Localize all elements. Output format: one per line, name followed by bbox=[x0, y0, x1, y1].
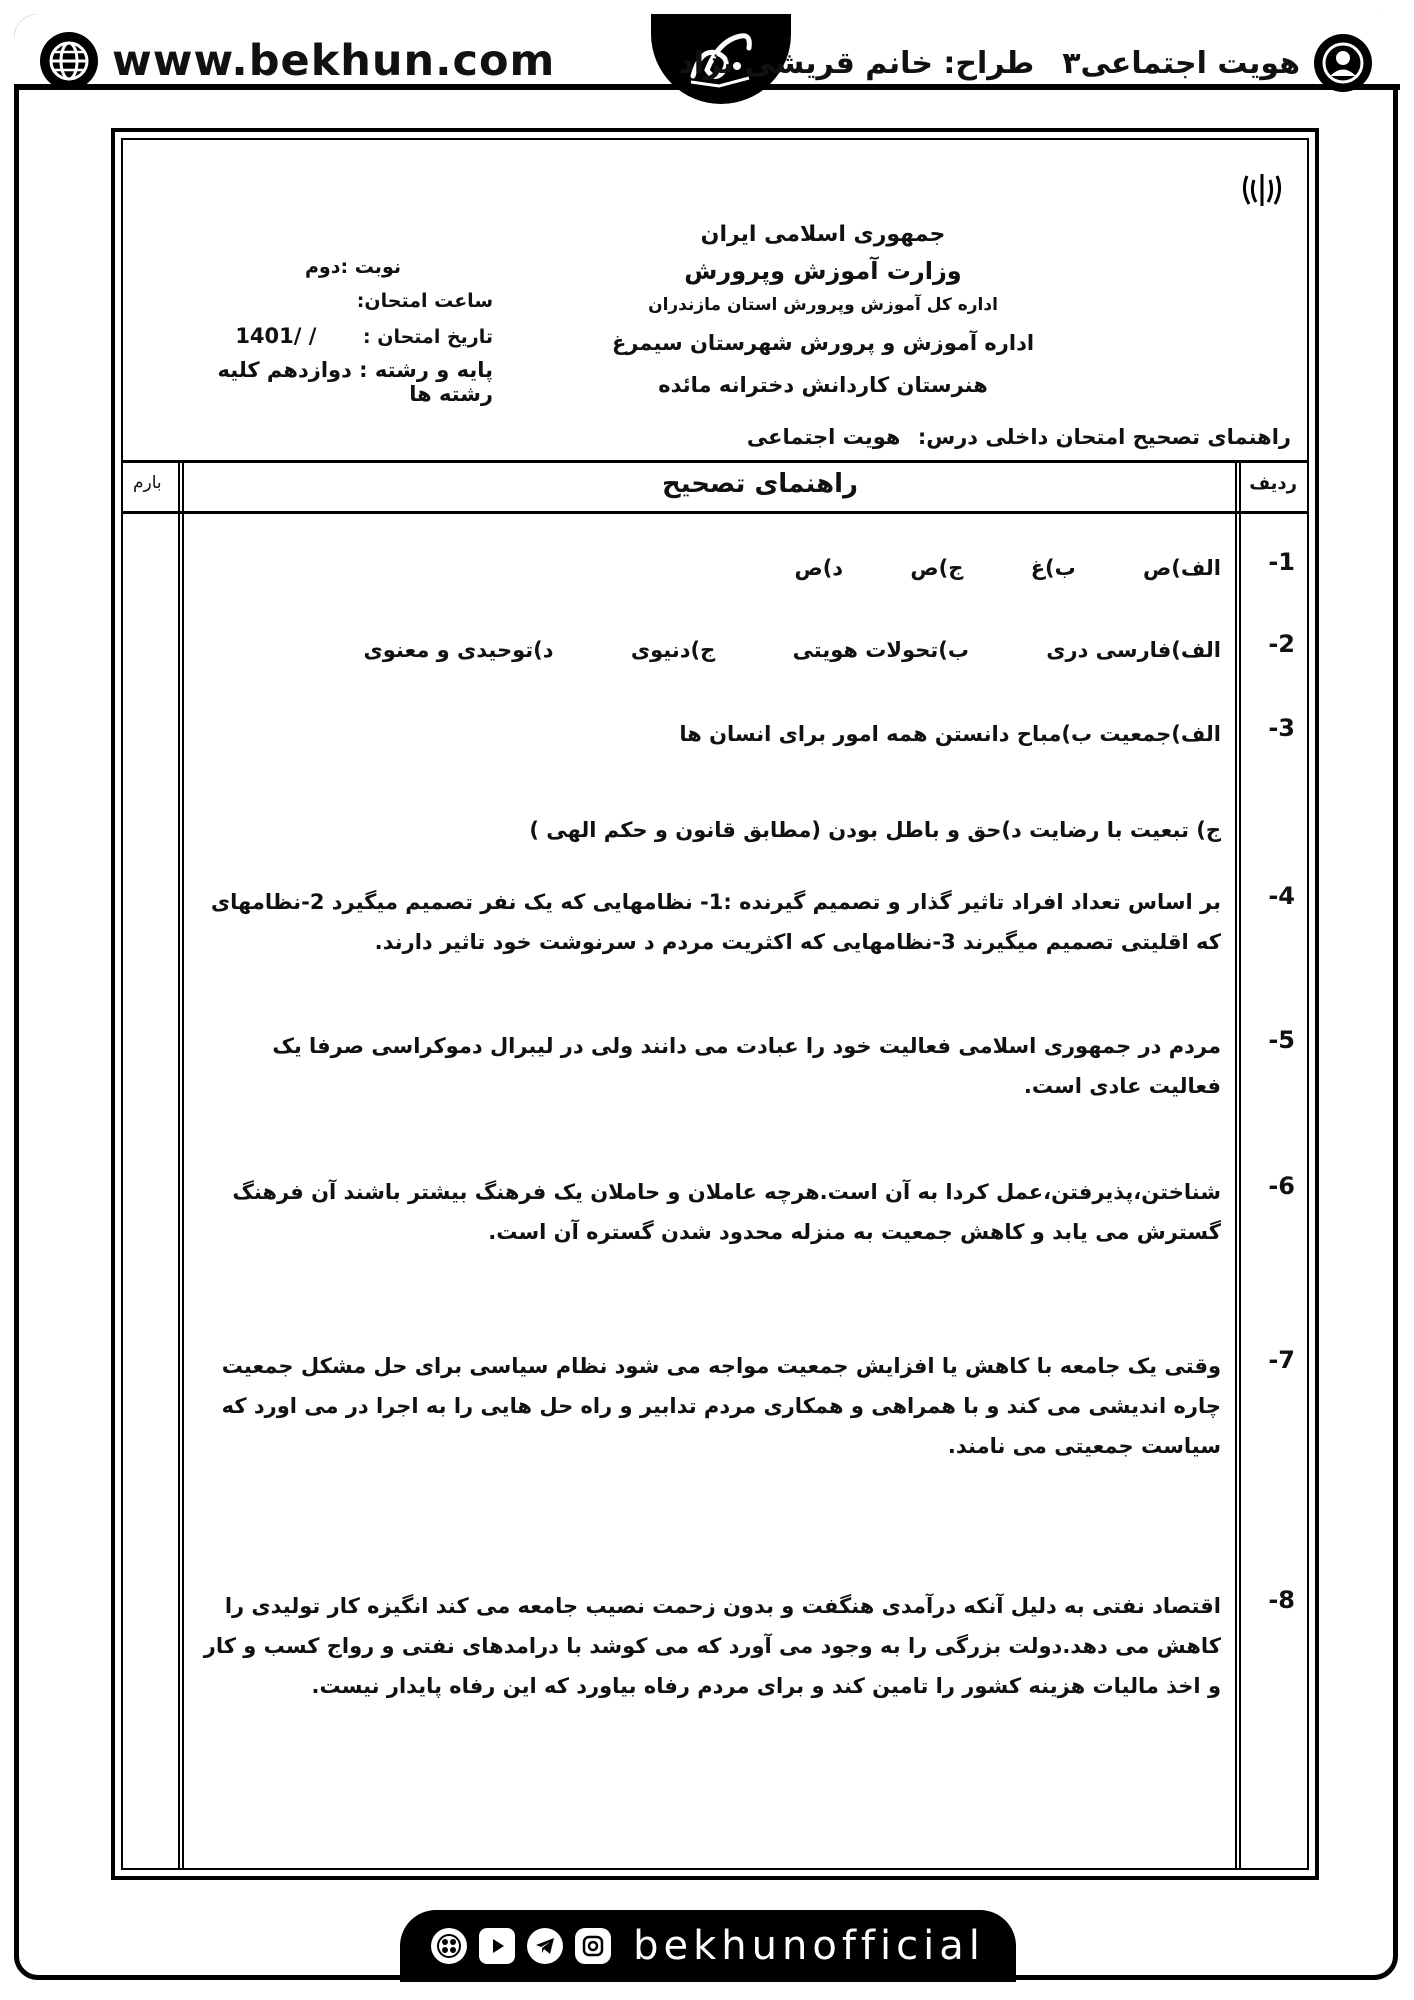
telegram-icon[interactable] bbox=[527, 1928, 563, 1964]
answer-body bbox=[193, 630, 1235, 670]
guide-label: راهنمای تصحیح امتحان داخلی درس: bbox=[917, 425, 1291, 449]
exam-sheet-inner bbox=[121, 138, 1309, 1870]
user-icon bbox=[1314, 34, 1372, 92]
answer-row bbox=[193, 1586, 1295, 1706]
exam-date-value: / /1401 bbox=[235, 324, 317, 348]
answer-number: 5- bbox=[1268, 1026, 1295, 1054]
subject-info bbox=[678, 34, 1372, 92]
republic-line: جمهوری اسلامی ایران bbox=[700, 222, 946, 247]
answer-option: الف)فارسی دری bbox=[1046, 638, 1221, 662]
guide-line bbox=[747, 425, 1291, 449]
guide-subject: هویت اجتماعی bbox=[746, 425, 901, 449]
exam-date-row bbox=[163, 324, 493, 358]
province-office-line: اداره کل آموزش وپرورش استان مازندران bbox=[648, 295, 998, 315]
exam-header-center bbox=[543, 222, 1103, 397]
answer-number: 3- bbox=[1268, 714, 1295, 742]
subject-title: هویت اجتماعی۳ bbox=[1062, 45, 1300, 81]
site-link[interactable] bbox=[40, 32, 555, 90]
answer-row bbox=[193, 1346, 1295, 1466]
session-label: نوبت :دوم bbox=[305, 256, 401, 278]
top-header-bar bbox=[14, 14, 1400, 90]
city-office-line: اداره آموزش و پرورش شهرستان سیمرغ bbox=[611, 331, 1035, 355]
designer-name: طراح: خانم قریشی نژاد bbox=[678, 45, 1035, 81]
site-url[interactable]: www.bekhun.com bbox=[112, 36, 556, 86]
answer-number: 1- bbox=[1268, 548, 1295, 576]
column-title: راهنمای تصحیح bbox=[661, 469, 859, 499]
answers-area bbox=[193, 508, 1295, 1868]
answer-line: ج) تبعیت با رضایت د)حق و باطل بودن (مطابق قانون و حکم الهی ) bbox=[529, 818, 1221, 842]
radif-column-divider bbox=[1235, 460, 1241, 1868]
answer-number: 4- bbox=[1268, 882, 1295, 910]
answer-row bbox=[193, 630, 1295, 670]
answer-row bbox=[193, 548, 1295, 588]
answer-body: وقتی یک جامعه با کاهش یا افزایش جمعیت مواجه می شود نظام سیاسی برای حل مشکل جمعیت چاره اندیشی می کند و با همراهی و همکاری مردم تدابیر و راه حل هایی را به اجرا در می اورد که سیاست جمعیتی می نامند. bbox=[221, 1354, 1221, 1458]
barem-column-divider bbox=[178, 460, 184, 1868]
answer-body bbox=[193, 714, 1235, 850]
answer-number: 2- bbox=[1268, 630, 1295, 658]
globe-icon bbox=[40, 32, 98, 90]
answer-option: د)توحیدی و معنوی bbox=[363, 638, 554, 662]
youtube-icon[interactable] bbox=[479, 1928, 515, 1964]
answer-body: مردم در جمهوری اسلامی فعالیت خود را عبادت می دانند ولی در لیبرال دموکراسی صرفا یک فعالیت عادی است. bbox=[272, 1034, 1221, 1098]
answer-row bbox=[193, 882, 1295, 962]
school-line: هنرستان کاردانش دخترانه مائده bbox=[658, 373, 988, 397]
answer-body: شناختن،پذیرفتن،عمل کردا به آن است.هرچه عاملان و حاملان یک فرهنگ بیشتر باشند آن فرهنگ گسترش می یابد و کاهش جمعیت به منزله محدود شدن گستره آن است. bbox=[232, 1180, 1221, 1244]
grade-field-label: پایه و رشته : دوازدهم کلیه رشته ها bbox=[217, 358, 493, 406]
exam-sheet bbox=[111, 128, 1319, 1880]
social-bar[interactable] bbox=[400, 1910, 1016, 1982]
aparat-icon[interactable] bbox=[431, 1928, 467, 1964]
answer-option: ج)دنیوی bbox=[630, 638, 716, 662]
answer-body bbox=[193, 548, 1235, 588]
answer-option: ب)غ bbox=[1030, 556, 1076, 580]
answer-row bbox=[193, 1026, 1295, 1106]
answer-line: الف)جمعیت ب)مباح دانستن همه امور برای انسان ها bbox=[679, 722, 1221, 746]
column-barem: بارم bbox=[133, 473, 162, 493]
answer-number: 6- bbox=[1268, 1172, 1295, 1200]
column-header-row bbox=[123, 460, 1307, 514]
exam-header-meta bbox=[163, 256, 493, 406]
answer-option: د)ص bbox=[794, 556, 844, 580]
answer-row bbox=[193, 714, 1295, 850]
answer-option: ب)تحولات هویتی bbox=[792, 638, 969, 662]
answer-option: ج)ص bbox=[910, 556, 964, 580]
ministry-line: وزارت آموزش وپرورش bbox=[684, 257, 962, 285]
instagram-icon[interactable] bbox=[575, 1928, 611, 1964]
answer-body: بر اساس تعداد افراد تاثیر گذار و تصمیم گیرنده :1- نظامهایی که یک نفر تصمیم میگیرد 2-نظامهای که اقلیتی تصمیم میگیرند 3-نظامهایی که اکثریت مردم د سرنوشت خود تاثیر دارند. bbox=[210, 890, 1221, 954]
social-handle[interactable]: bekhunofficial bbox=[633, 1923, 985, 1969]
answer-option: الف)ص bbox=[1143, 556, 1221, 580]
iran-emblem-icon bbox=[1239, 170, 1285, 214]
answer-number: 7- bbox=[1268, 1346, 1295, 1374]
answer-body: اقتصاد نفتی به دلیل آنکه درآمدی هنگفت و بدون زحمت نصیب جامعه می کند انگیزه کار تولیدی را کاهش می دهد.دولت بزرگی را به وجود می آورد که می کوشد با درامدهای نفتی و رواج کسب و کار و اخذ مالیات هزینه کشور را تامین کند و برای مردم رفاه بیاورد که این رفاه پایدار نیست. bbox=[203, 1594, 1221, 1698]
exam-time-label: ساعت امتحان: bbox=[356, 290, 493, 312]
answer-row bbox=[193, 1172, 1295, 1252]
answer-number: 8- bbox=[1268, 1586, 1295, 1614]
column-radif: ردیف bbox=[1249, 473, 1297, 494]
exam-date-label: تاریخ امتحان : bbox=[363, 326, 493, 348]
